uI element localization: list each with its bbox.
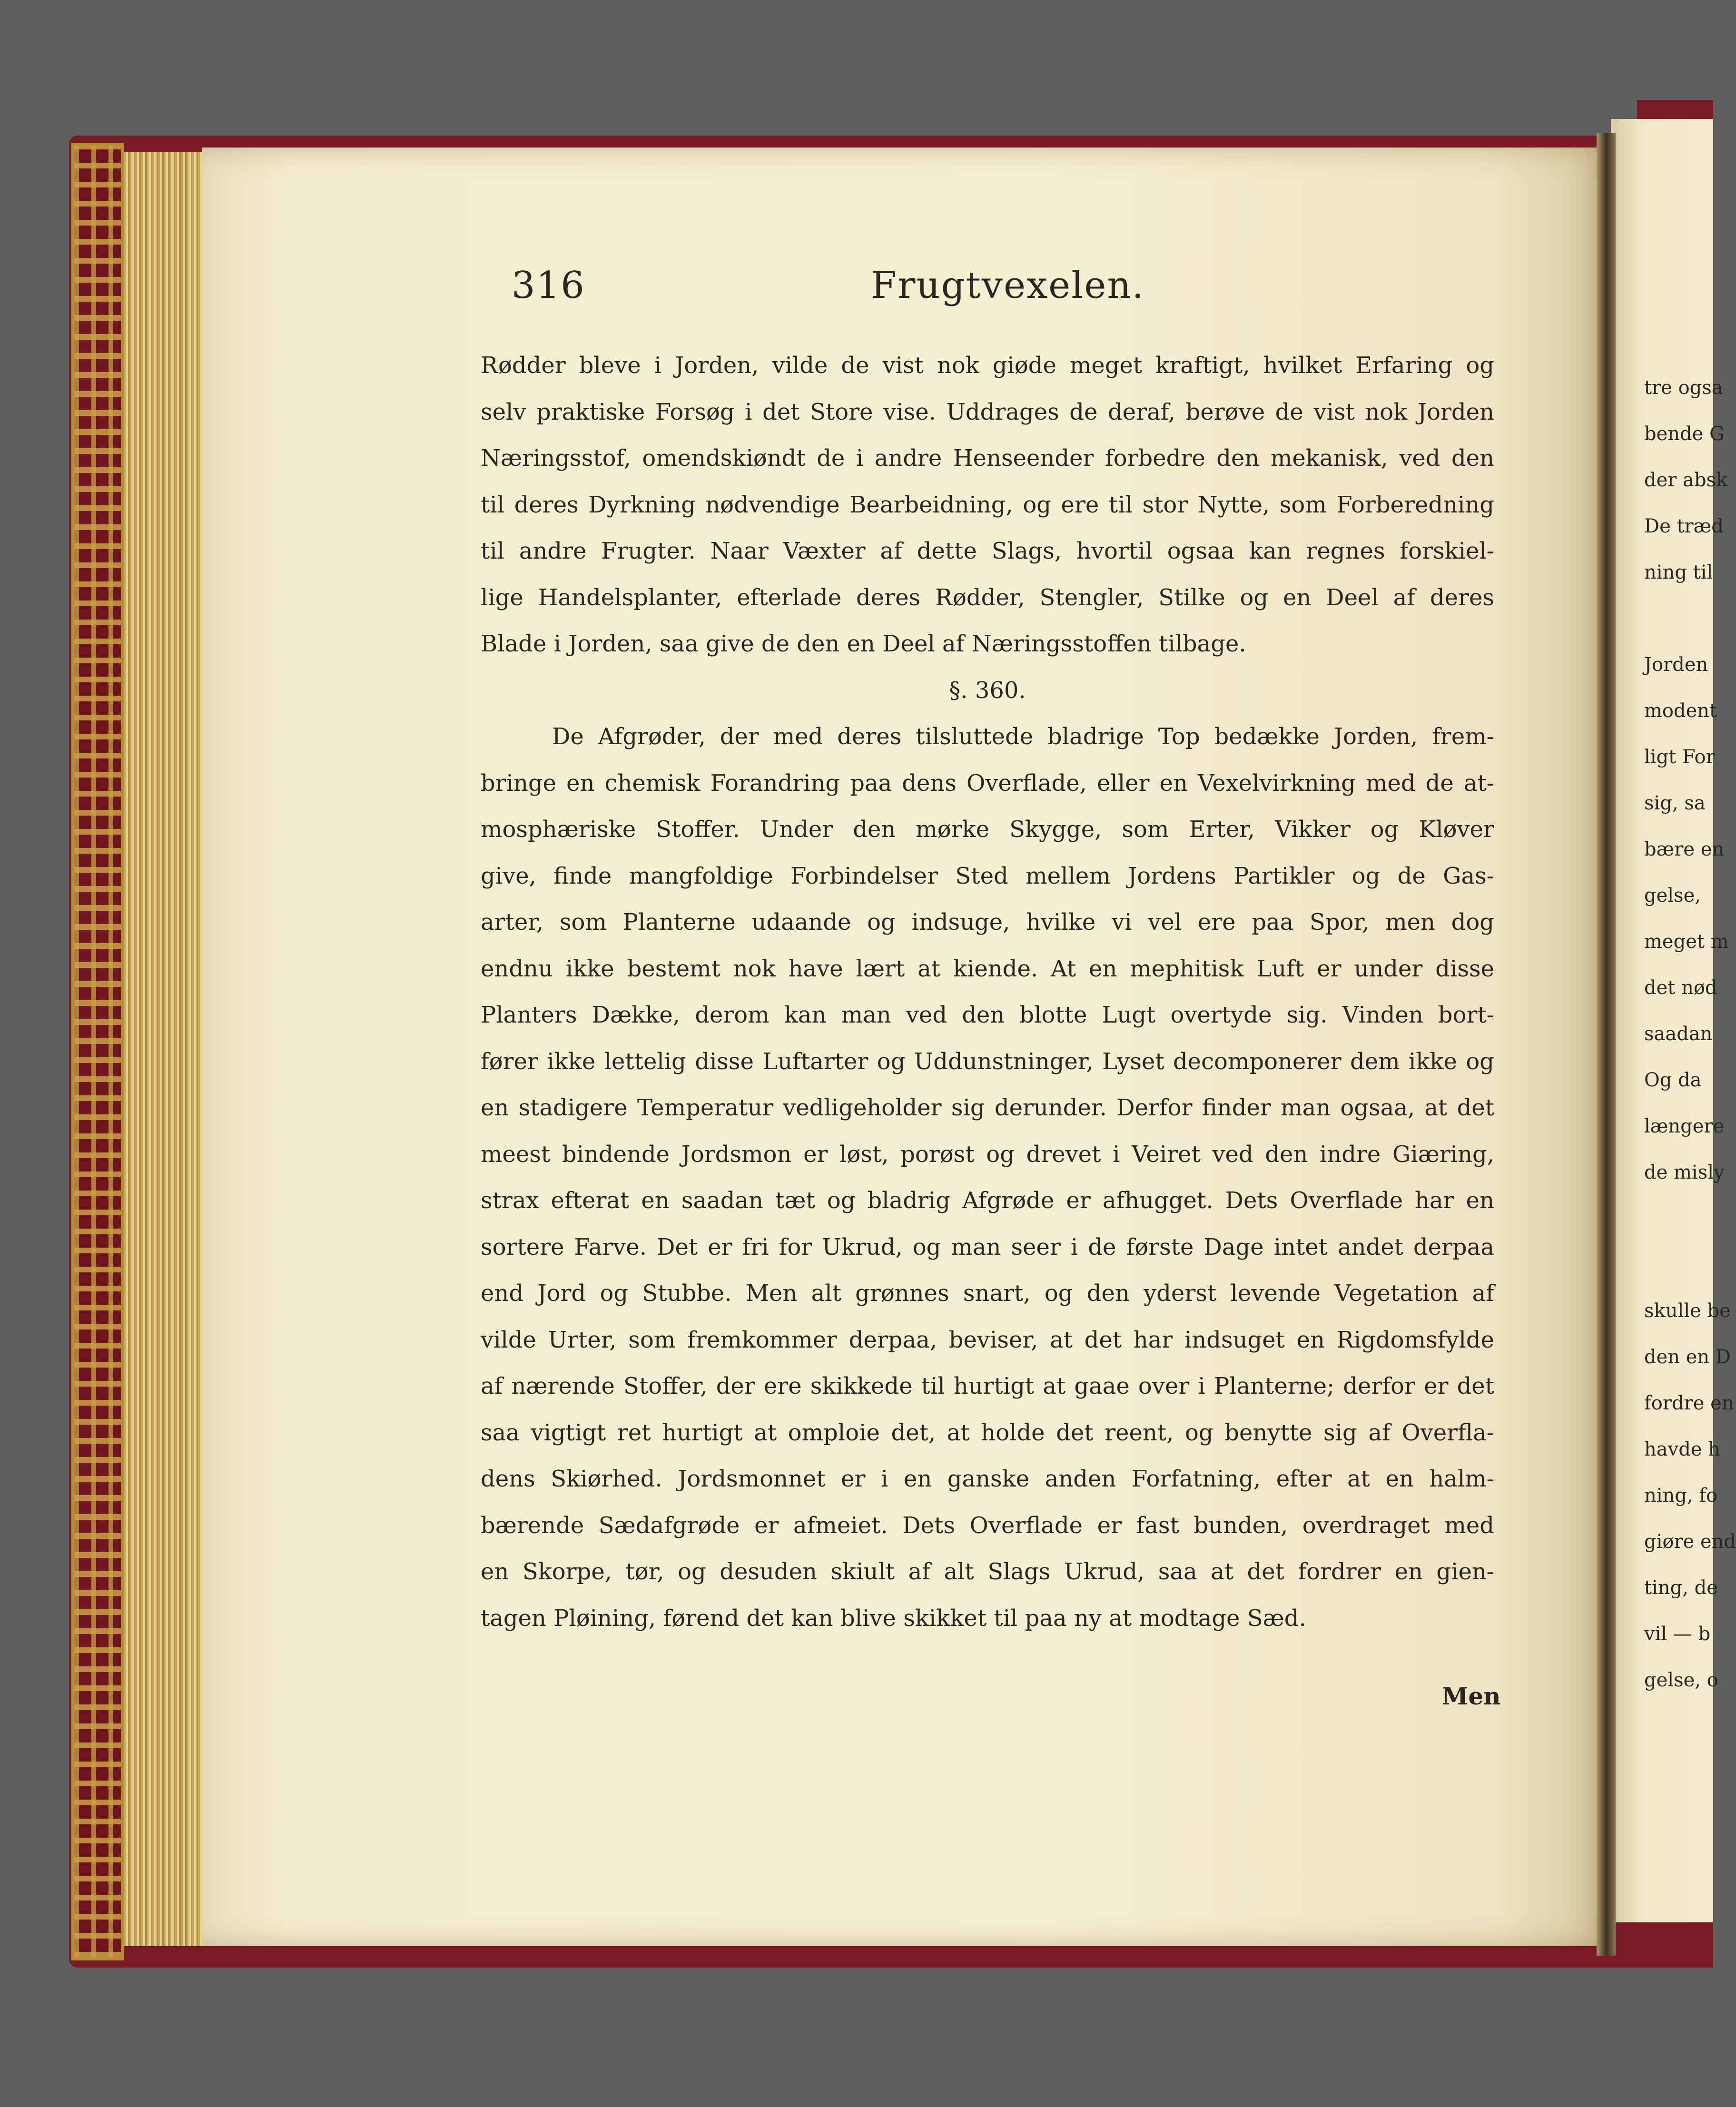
- right-page-line: længere: [1644, 1115, 1725, 1137]
- right-page-line: det nød: [1644, 977, 1717, 999]
- catchword: Men: [1442, 1682, 1501, 1710]
- text-line: en Skorpe, tør, og desuden skiult af alt Slags Ukrud, saa at det fordrer en gien-: [481, 1558, 1494, 1585]
- text-line: endnu ikke bestemt nok have lært at kiende. At en mephitisk Luft er under disse: [481, 955, 1494, 982]
- text-line: give, finde mangfoldige Forbindelser Sted mellem Jordens Partikler og de Gas-: [481, 862, 1494, 889]
- right-page-line: bende G: [1644, 423, 1725, 445]
- text-line: til andre Frugter. Naar Væxter af dette Slags, hvortil ogsaa kan regnes forskiel-: [481, 538, 1494, 564]
- text-line: vilde Urter, som fremkommer derpaa, beviser, at det har indsuget en Rigdomsfylde: [481, 1326, 1494, 1353]
- right-page-line: den en D: [1644, 1346, 1731, 1368]
- right-page-line: havde h: [1644, 1438, 1720, 1460]
- book-gutter: [1597, 133, 1616, 1956]
- text-line: tagen Pløining, førend det kan blive skikket til paa ny at modtage Sæd.: [481, 1605, 1306, 1632]
- page-number: 316: [512, 264, 585, 307]
- right-page-line: gelse, o: [1644, 1669, 1718, 1691]
- text-line: meest bindende Jordsmon er løst, porøst og drevet i Veiret ved den indre Giæring,: [481, 1141, 1494, 1168]
- right-page-text: [1644, 319, 1736, 1703]
- text-line: lige Handelsplanter, efterlade deres Rødder, Stengler, Stilke og en Deel af deres: [481, 584, 1494, 611]
- text-line: bringe en chemisk Forandring paa dens Overflade, eller en Vexelvirkning med de at-: [481, 769, 1494, 797]
- right-page-line: Jorden: [1644, 654, 1708, 676]
- right-page-line: tre ogsa: [1644, 377, 1723, 399]
- text-line: strax efterat en saadan tæt og bladrig Afgrøde er afhugget. Dets Overflade har en: [481, 1187, 1494, 1214]
- right-page-line: [1644, 1242, 1713, 1288]
- right-page-line: sig, sa: [1644, 792, 1706, 814]
- right-page-line: [1644, 1196, 1713, 1242]
- running-title: Frugtvexelen.: [871, 264, 1145, 307]
- right-page-line: ligt For: [1644, 746, 1715, 768]
- text-line: Rødder bleve i Jorden, vilde de vist nok giøde meget kraftigt, hvilket Erfaring og: [481, 352, 1494, 379]
- right-page-line: ting, de: [1644, 1577, 1718, 1599]
- body-text: [481, 343, 1494, 1642]
- text-line: saa vigtigt ret hurtigt at omploie det, at holde det reent, og benytte sig af Overfla-: [481, 1419, 1494, 1446]
- text-line: dens Skiørhed. Jordsmonnet er i en ganske anden Forfatning, efter at en halm-: [481, 1466, 1494, 1492]
- right-page-line: ning til: [1644, 561, 1713, 583]
- right-page-line: giøre end: [1644, 1531, 1736, 1553]
- text-line: af nærende Stoffer, der ere skikkede til hurtigt at gaae over i Planterne; derfor er det: [481, 1373, 1494, 1399]
- text-line: selv praktiske Forsøg i det Store vise. Uddrages de deraf, berøve de vist nok Jorden: [481, 398, 1494, 425]
- right-page-line: saadan: [1644, 1023, 1713, 1045]
- text-line: til deres Dyrkning nødvendige Bearbeidning, og ere til stor Nytte, som Forberedning: [481, 491, 1494, 518]
- text-line: Næringsstof, omendskiøndt de i andre Henseender forbedre den mekanisk, ved den: [481, 445, 1494, 472]
- right-page-line: [1644, 319, 1713, 365]
- text-line: en stadigere Temperatur vedligeholder sig derunder. Derfor finder man ogsaa, at det: [481, 1094, 1494, 1121]
- text-line: sortere Farve. Det er fri for Ukrud, og man seer i de første Dage intet andet derpaa: [481, 1233, 1494, 1260]
- right-page-line: skulle be: [1644, 1300, 1731, 1322]
- right-page-line: gelse,: [1644, 885, 1701, 906]
- right-page-line: modent: [1644, 700, 1717, 722]
- page-edges: [124, 152, 205, 1946]
- text-line: De Afgrøder, der med deres tilsluttede bladrige Top bedække Jorden, frem-: [552, 723, 1494, 750]
- right-page-line: fordre en: [1644, 1392, 1734, 1414]
- text-line: Blade i Jorden, saa give de den en Deel af Næringsstoffen tilbage.: [481, 630, 1246, 657]
- right-page-line: meget m: [1644, 931, 1729, 953]
- right-page-line: [1644, 596, 1713, 642]
- right-page-line: ning, fo: [1644, 1485, 1718, 1506]
- right-page-line: vil — b: [1644, 1623, 1711, 1645]
- right-page-line: Og da: [1644, 1069, 1702, 1091]
- text-line: end Jord og Stubbe. Men alt grønnes snart, og den yderst levende Vegetation af: [481, 1280, 1494, 1307]
- right-page-line: der absk: [1644, 469, 1728, 491]
- text-line: fører ikke lettelig disse Luftarter og Uddunstninger, Lyset decomponerer dem ikke og: [481, 1048, 1494, 1075]
- text-line: Planters Dække, derom kan man ved den blotte Lugt overtyde sig. Vinden bort-: [481, 1002, 1494, 1028]
- right-page-line: de misly: [1644, 1162, 1725, 1183]
- text-line: arter, som Planterne udaande og indsuge, hvilke vi vel ere paa Spor, men dog: [481, 909, 1494, 935]
- section-heading: §. 360.: [949, 677, 1026, 704]
- right-page-line: De træd: [1644, 515, 1724, 537]
- right-page-line: bære en: [1644, 838, 1725, 860]
- text-line: bærende Sædafgrøde er afmeiet. Dets Overflade er fast bunden, overdraget med: [481, 1512, 1494, 1539]
- gilt-border-ornament: [71, 143, 124, 1960]
- text-line: mosphæriske Stoffer. Under den mørke Skygge, som Erter, Vikker og Kløver: [481, 816, 1494, 843]
